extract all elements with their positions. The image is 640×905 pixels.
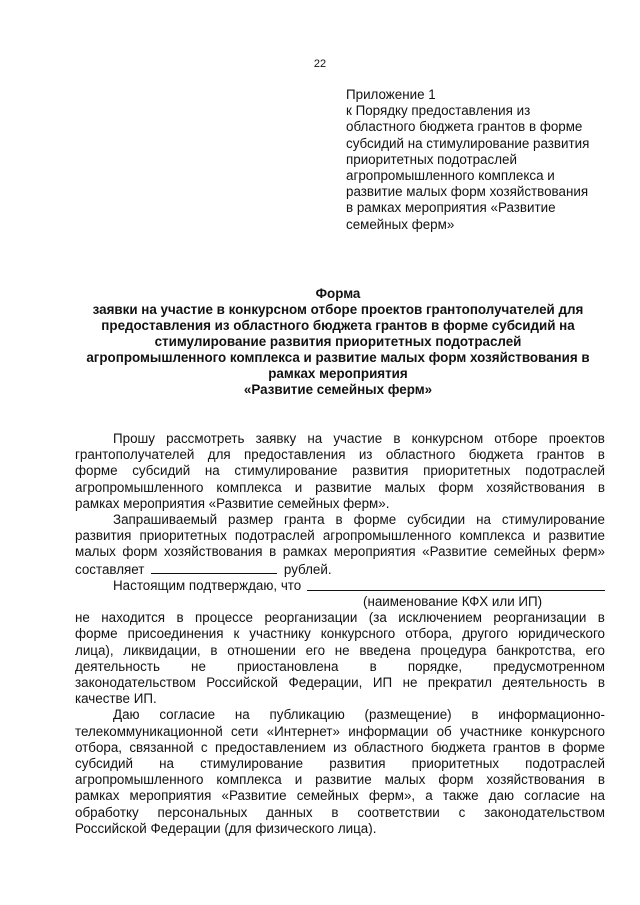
word: областного	[354, 739, 424, 755]
word: Федерации,	[288, 675, 363, 691]
word: из	[333, 739, 347, 755]
word: на	[307, 431, 323, 446]
appendix-line: развитие малых форм хозяйствования	[346, 184, 589, 200]
justified-line	[75, 643, 605, 659]
amount-line	[75, 561, 605, 578]
word: приоритетных	[423, 463, 511, 479]
confirm-text: Настоящим подтверждаю, что	[113, 577, 302, 593]
paragraph-last-line: Российской Федерации (для физического лица).	[75, 820, 377, 836]
justified-line	[75, 788, 605, 804]
word: не	[191, 658, 206, 674]
justified-line	[75, 626, 605, 642]
word: хозяйствования	[486, 772, 585, 788]
word: порядке,	[407, 658, 463, 674]
word: форме	[75, 463, 118, 479]
word: агропромышленного	[322, 528, 452, 544]
word: телекоммуникационной	[75, 723, 223, 739]
word: агропромышленного	[75, 772, 204, 788]
justified-line	[75, 707, 605, 723]
word: форм	[438, 772, 474, 788]
word: информационно-	[498, 707, 605, 723]
word: форм	[438, 479, 474, 495]
word: отношении	[227, 642, 296, 658]
word: ликвидации,	[123, 642, 201, 658]
word: малых	[384, 479, 426, 495]
paragraph-last-line: качестве ИП.	[75, 691, 157, 707]
word: Запрашиваемый	[113, 512, 218, 528]
word: в	[269, 544, 277, 560]
word: участие	[333, 431, 383, 446]
form-title	[72, 286, 604, 398]
word: также	[442, 788, 479, 804]
word: гранта	[283, 512, 325, 528]
word: в	[176, 610, 184, 626]
appendix-line: областного бюджета грантов в форме	[346, 119, 583, 135]
word: персональных	[157, 804, 248, 820]
word: (за	[368, 610, 387, 626]
confirm-line	[75, 578, 605, 594]
justified-line	[75, 480, 605, 496]
word: отбора,	[405, 626, 453, 642]
word: семейных	[296, 788, 359, 804]
appendix-line: к Порядку предоставления из	[346, 103, 531, 119]
word: в	[369, 658, 377, 674]
word: «Развитие	[422, 544, 488, 560]
word: ИП	[372, 675, 393, 691]
word: даю	[488, 788, 515, 804]
word: форме	[353, 512, 397, 528]
word: приоритетных	[411, 756, 500, 772]
word: развитие	[548, 528, 605, 544]
word: и	[294, 772, 303, 788]
word: в	[597, 610, 605, 626]
justified-line	[75, 512, 605, 528]
title-line: стимулирование развития приоритетных подотраслей	[154, 334, 522, 349]
word: грантополучателей	[75, 447, 195, 463]
word: конкурсного	[530, 723, 605, 739]
word: на	[159, 756, 174, 772]
word: не	[334, 642, 350, 658]
justified-line	[75, 447, 605, 463]
word: форме	[562, 739, 605, 755]
word: мероприятия	[333, 544, 416, 560]
word: введена	[359, 642, 411, 658]
word: реорганизации	[493, 610, 587, 626]
word: находится	[101, 610, 166, 626]
word: рамках	[75, 788, 120, 804]
word: процедура	[420, 642, 487, 658]
word: хозяйствования	[486, 479, 585, 495]
page-number: 22	[313, 58, 327, 70]
amount-blank-field[interactable]	[151, 561, 277, 574]
word: прекратил	[427, 675, 492, 691]
word: лица),	[75, 642, 114, 658]
appendix-line: приоритетных подотраслей	[346, 151, 517, 167]
word: присоединения	[127, 626, 224, 642]
appendix-line: семейных ферм»	[346, 216, 455, 232]
justified-line	[75, 740, 605, 756]
word: участнике	[460, 723, 523, 739]
word: в	[597, 675, 605, 691]
justified-line	[75, 675, 605, 691]
word: приоритетных	[139, 528, 227, 544]
word: ферм»,	[368, 788, 416, 804]
word: комплекса	[459, 528, 525, 544]
word: на	[234, 707, 250, 723]
word: к	[233, 626, 240, 642]
title-line: заявки на участие в конкурсном отборе проектов грантополучателей для	[92, 302, 584, 317]
word: субсидий	[75, 756, 134, 772]
word: развития	[352, 463, 409, 479]
word: предоставлением	[214, 739, 326, 755]
word: форм	[122, 544, 158, 560]
word: отборе	[494, 431, 538, 446]
word: банкротства,	[496, 642, 576, 658]
word: Даю	[113, 707, 140, 723]
word: в	[335, 512, 343, 528]
word: на	[590, 788, 605, 804]
word: в	[471, 707, 479, 723]
word: из	[358, 447, 373, 463]
applicant-name-blank-field[interactable]	[307, 578, 605, 591]
word: приостановлена	[237, 658, 339, 674]
word: подотраслей	[234, 528, 315, 544]
word: не	[75, 610, 90, 626]
word: грантов	[536, 447, 585, 463]
word: в	[597, 447, 605, 463]
word: рамках	[282, 544, 328, 560]
word: данных	[266, 804, 313, 820]
appendix-line: субсидий на стимулирование развития	[346, 135, 590, 151]
word: подотраслей	[525, 756, 605, 772]
application-body	[75, 431, 605, 837]
justified-line	[75, 610, 605, 626]
word: рассмотреть	[166, 431, 245, 446]
word: обработку	[75, 804, 139, 820]
word: развития	[75, 528, 132, 544]
word: в	[597, 479, 605, 495]
word: законодательством	[75, 675, 196, 691]
word: стимулирование	[501, 512, 605, 528]
word: «Интернет»	[266, 723, 340, 739]
word: реорганизации	[264, 610, 358, 626]
amount-suffix: рублей.	[283, 561, 332, 577]
word: в	[597, 772, 605, 788]
word: семейных	[493, 544, 556, 560]
word: для	[207, 447, 231, 463]
justified-line	[75, 805, 605, 821]
word: развития	[329, 756, 386, 772]
word: конкурсного	[320, 626, 396, 642]
word: другого	[462, 626, 509, 642]
word: комплекса	[216, 772, 282, 788]
title-line: предоставления из областного бюджета грантов в форме субсидий на	[101, 318, 575, 333]
word: публикацию	[269, 707, 345, 723]
paragraph-last-line: рамках мероприятия «Развитие семейных ферм».	[75, 495, 390, 511]
appendix-line: Приложение 1	[346, 87, 436, 102]
word: соответствии	[357, 804, 440, 820]
justified-line	[75, 756, 605, 772]
word: хозяйствования	[164, 544, 263, 560]
word: не	[402, 675, 418, 691]
word: исключением	[398, 610, 482, 626]
applicant-name-caption: (наименование КФХ или ИП)	[363, 594, 543, 610]
word: на	[476, 512, 491, 528]
word: предоставления	[244, 447, 346, 463]
word: отбора,	[75, 739, 123, 755]
title-line: Форма	[315, 286, 361, 301]
justified-line	[75, 431, 605, 447]
title-line: рамках мероприятия	[268, 366, 408, 381]
word: процессе	[195, 610, 253, 626]
consent-paragraph	[75, 707, 605, 837]
justified-line	[75, 659, 605, 675]
word: предусмотренном	[493, 658, 605, 674]
word: развитие	[315, 772, 372, 788]
word: информации	[348, 723, 429, 739]
word: конкурсном	[411, 431, 484, 446]
confirmation-paragraph	[75, 578, 605, 708]
word: согласие	[159, 707, 216, 723]
justified-line	[75, 528, 605, 544]
word: юридического	[518, 626, 605, 642]
word: с	[458, 804, 466, 820]
word: стимулирование	[200, 756, 304, 772]
word: развитие	[315, 479, 372, 495]
title-line: агропромышленного комплекса и развитие малых форм хозяйствования в	[86, 350, 590, 365]
word: и	[294, 479, 303, 495]
word: в	[393, 431, 401, 446]
word: (размещение)	[364, 707, 452, 723]
word: законодательством	[484, 804, 605, 820]
appendix-header	[346, 87, 616, 233]
appendix-line: агропромышленного комплекса и	[346, 168, 555, 184]
word: его	[585, 642, 605, 658]
word: сети	[231, 723, 259, 739]
word: ферм»	[562, 544, 605, 560]
word: с	[200, 739, 208, 755]
request-paragraph	[75, 431, 605, 512]
justified-line	[75, 724, 605, 740]
word: стимулирование	[234, 463, 338, 479]
justified-line	[75, 463, 605, 479]
word: заявку	[255, 431, 297, 446]
word: «Развитие	[221, 788, 287, 804]
word: малых	[384, 772, 426, 788]
word: связанной	[129, 739, 194, 755]
word: согласие	[524, 788, 580, 804]
word: бюджета	[468, 447, 524, 463]
word: Прошу	[113, 431, 155, 446]
word: в	[331, 804, 339, 820]
justified-line	[75, 772, 605, 788]
word: размер	[228, 512, 274, 528]
word: мероприятия	[129, 788, 212, 804]
word: в	[547, 739, 555, 755]
word: форме	[75, 626, 118, 642]
word: его	[305, 642, 326, 658]
word: субсидии	[407, 512, 466, 528]
word: деятельность	[502, 675, 588, 691]
word: субсидий	[132, 463, 191, 479]
word: деятельность	[75, 658, 160, 674]
word: на	[204, 463, 220, 479]
word: малых	[75, 544, 116, 560]
word: областного	[385, 447, 456, 463]
word: проектов	[548, 431, 605, 446]
word: а	[425, 788, 433, 804]
appendix-line: в рамках мероприятия «Развитие	[346, 200, 556, 216]
word: агропромышленного	[75, 479, 204, 495]
amount-prefix: составляет	[75, 561, 145, 577]
word: об	[436, 723, 452, 739]
word: комплекса	[216, 479, 282, 495]
word: участнику	[249, 626, 311, 642]
word: и	[532, 528, 541, 544]
word: в	[210, 642, 218, 658]
justified-line	[75, 544, 605, 560]
word: подотраслей	[525, 463, 605, 479]
grant-amount-paragraph	[75, 512, 605, 578]
title-line: «Развитие семейных ферм»	[243, 382, 433, 397]
word: Российской	[206, 675, 279, 691]
word: грантов	[492, 739, 541, 755]
word: бюджета	[430, 739, 486, 755]
